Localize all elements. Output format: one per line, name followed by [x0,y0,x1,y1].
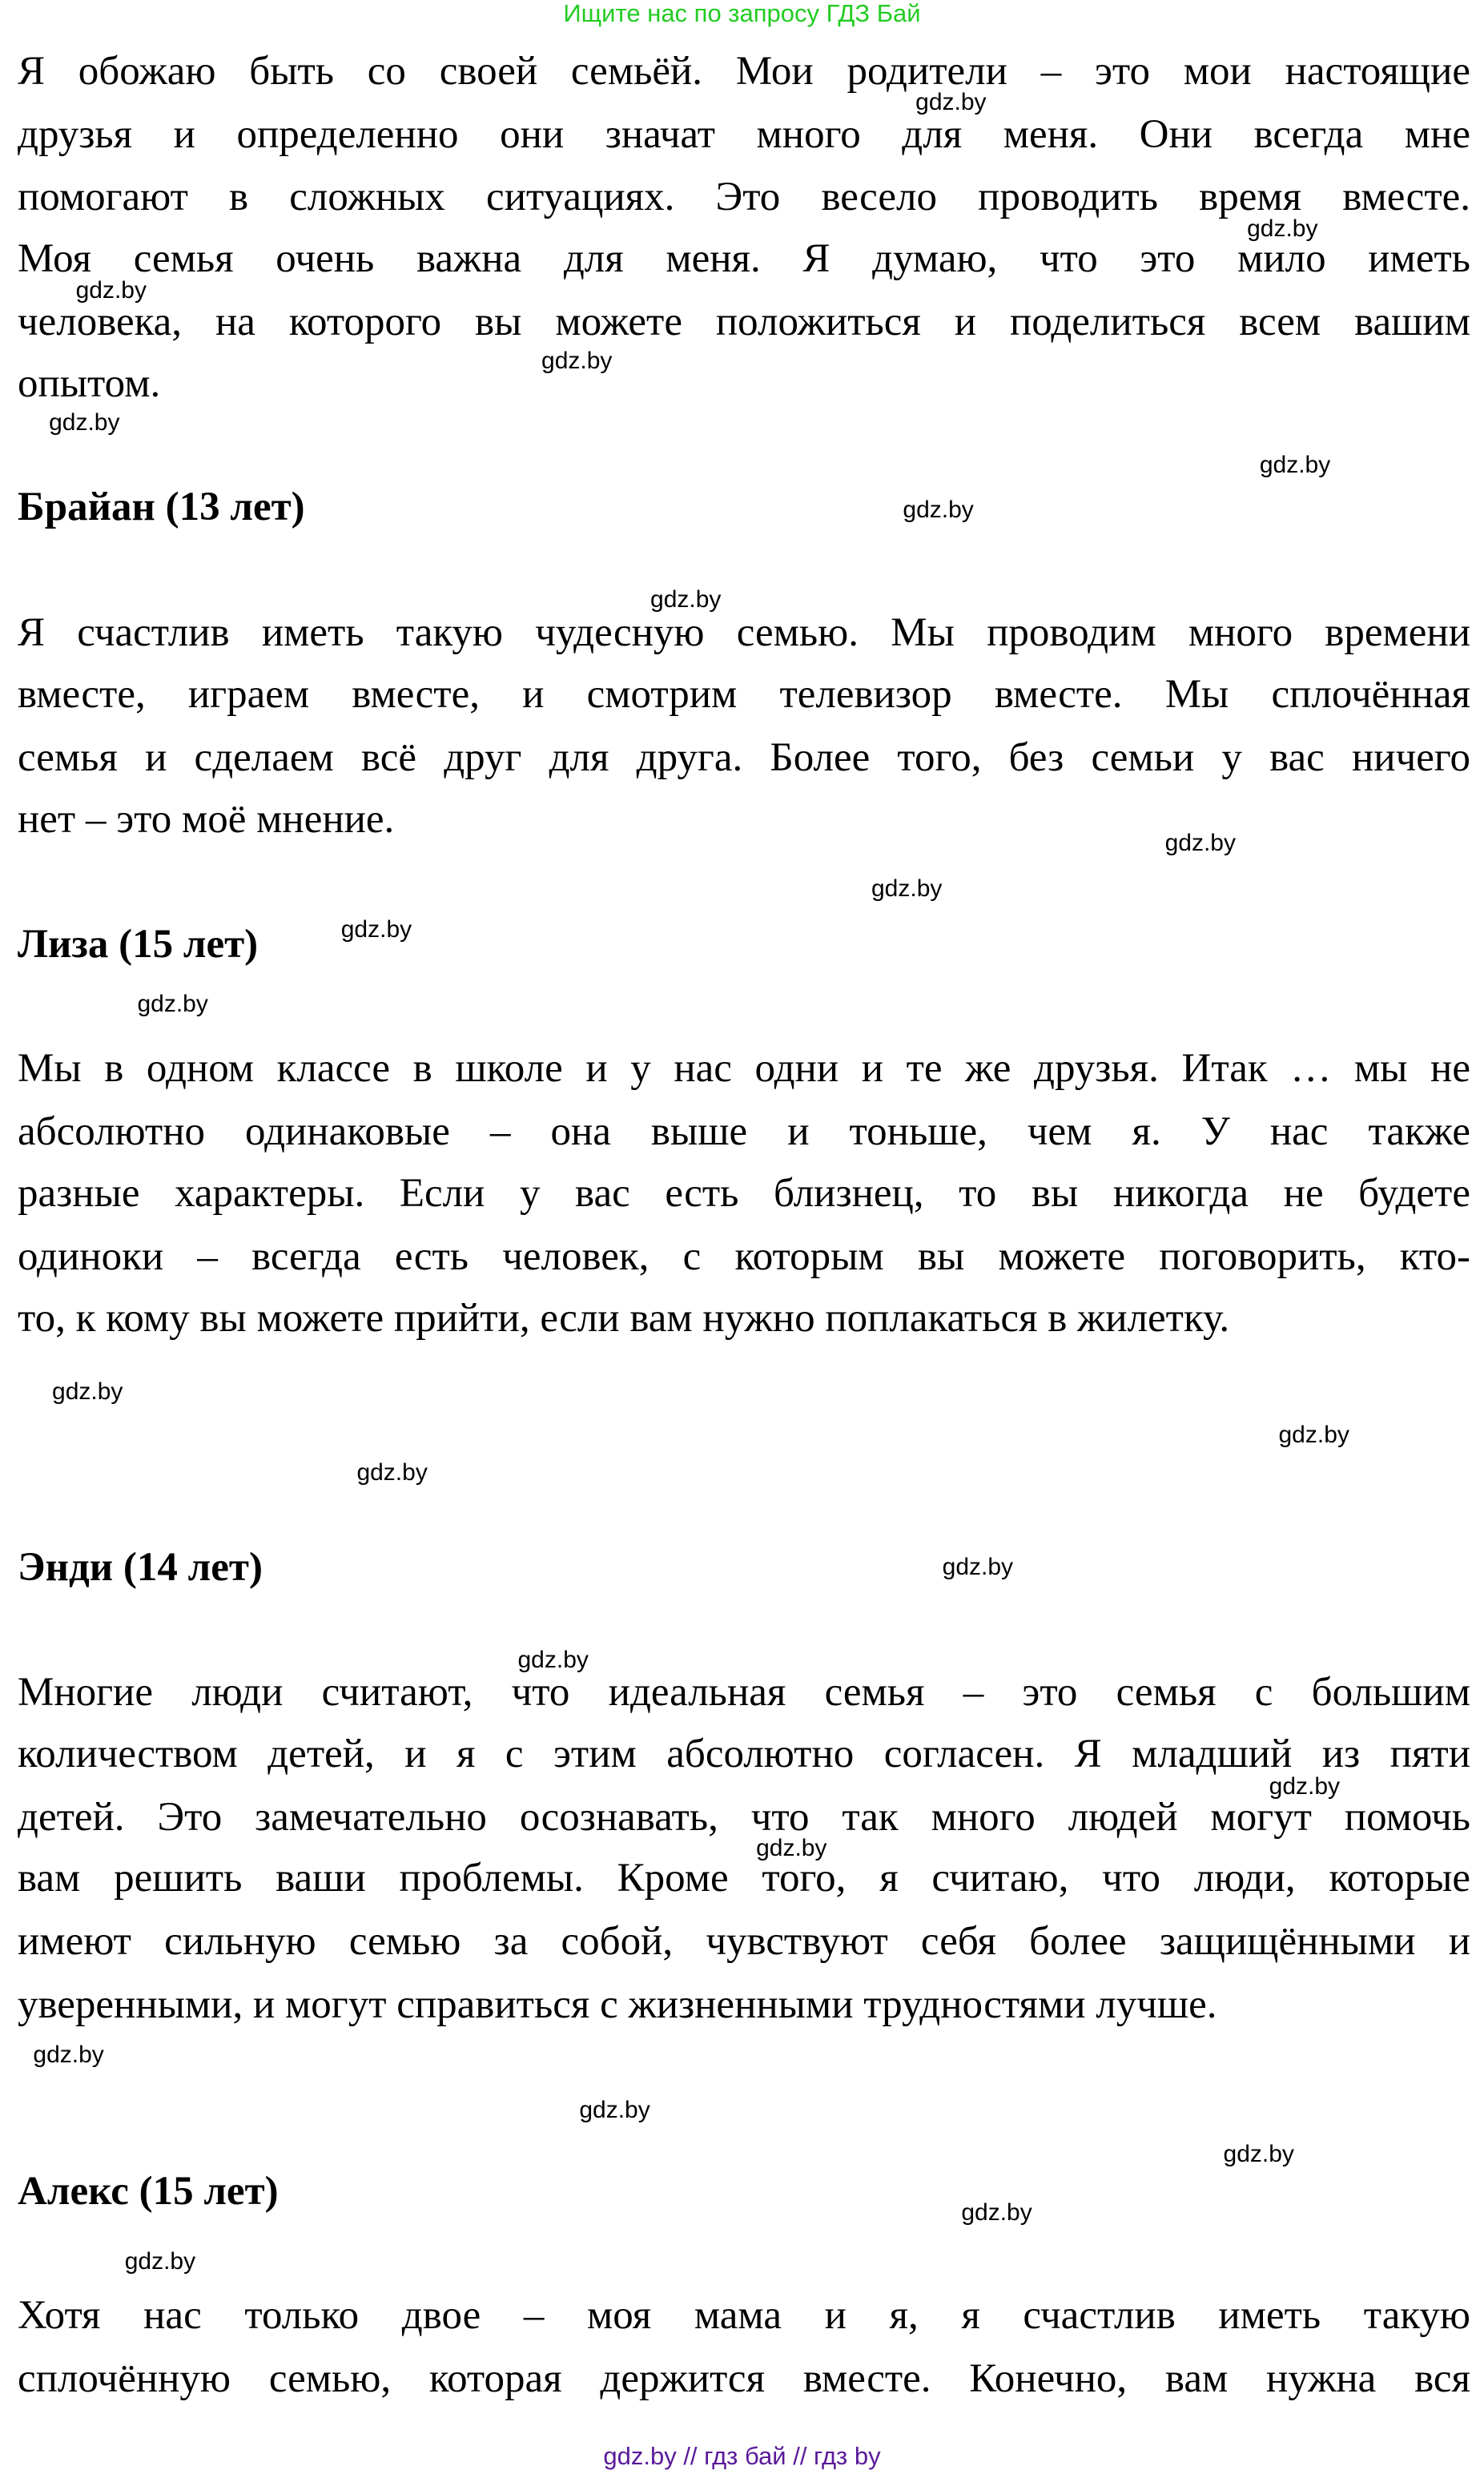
paragraph-line: Я счастлив иметь такую чудесную семью. Мы проводим много времени [18,610,1470,656]
gdz-watermark: gdz.by [1269,1773,1341,1800]
paragraph-line: вместе, играем вместе, и смотрим телевизор вместе. Мы сплочённая [18,672,1470,718]
gdz-watermark: gdz.by [579,2097,650,2124]
paragraph-line: вам решить ваши проблемы. Кроме того, я считаю, что люди, которые [18,1856,1470,1901]
section-heading: Брайан (13 лет) [18,484,305,529]
paragraph-line: нет – это моё мнение. [18,796,395,842]
gdz-watermark: gdz.by [137,990,208,1017]
gdz-watermark: gdz.by [340,915,412,943]
gdz-watermark: gdz.by [75,276,147,304]
gdz-watermark: gdz.by [903,496,974,523]
gdz-watermark: gdz.by [650,585,722,613]
paragraph-line: помогают в сложных ситуациях. Это весело проводить время вместе. [18,175,1470,220]
paragraph-line: имеют сильную семью за собой, чувствуют себя более защищёнными и [18,1919,1470,1965]
gdz-watermark: gdz.by [942,1554,1014,1581]
paragraph-line: детей. Это замечательно осознавать, что так много людей могут помочь [18,1794,1470,1840]
gdz-watermark: gdz.by [49,409,120,436]
paragraph-line: сплочённую семью, которая держится вместе. Конечно, вам нужна вся [18,2356,1470,2402]
paragraph-line: разные характеры. Если у вас есть близнец, то вы никогда не будете [18,1171,1470,1217]
gdz-watermark: gdz.by [517,1647,589,1674]
section-heading: Энди (14 лет) [18,1545,263,1591]
footer-watermark: gdz.by // гдз бай // гдз by [603,2442,881,2470]
paragraph-line: опытом. [18,360,161,406]
paragraph-line: человека, на которого вы можете положиться и поделиться всем вашим [18,300,1470,345]
paragraph-line: уверенными, и могут справиться с жизненными трудностями лучше. [18,1982,1217,2028]
paragraph-line: Многие люди считают, что идеальная семья – это семья с большим [18,1669,1470,1715]
gdz-watermark: gdz.by [1247,215,1318,242]
gdz-watermark: gdz.by [33,2042,104,2069]
gdz-watermark: gdz.by [52,1378,123,1406]
paragraph-line: Хотя нас только двое – моя мама и я, я счастлив иметь такую [18,2293,1470,2339]
paragraph-line: Моя семья очень важна для меня. Я думаю, что это мило иметь [18,236,1470,282]
paragraph-line: Я обожаю быть со своей семьёй. Мои родители – это мои настоящие [18,48,1470,94]
gdz-watermark: gdz.by [356,1458,428,1486]
gdz-watermark: gdz.by [541,348,613,375]
gdz-watermark: gdz.by [1164,829,1236,856]
gdz-watermark: gdz.by [871,875,943,902]
paragraph-line: Мы в одном классе в школе и у нас одни и те же друзья. Итак … мы не [18,1046,1470,1092]
gdz-watermark: gdz.by [1259,452,1331,479]
paragraph-line: абсолютно одинаковые – она выше и тоньше, чем я. У нас также [18,1109,1470,1155]
gdz-watermark: gdz.by [1223,2141,1294,2168]
paragraph-line: семья и сделаем всё друг для друга. Более того, без семьи у вас ничего [18,735,1470,781]
gdz-watermark: gdz.by [915,89,987,116]
paragraph-line: друзья и определенно они значат много для меня. Они всегда мне [18,111,1470,157]
gdz-watermark: gdz.by [756,1835,827,1862]
gdz-watermark: gdz.by [1278,1421,1349,1448]
paragraph-line: количеством детей, и я с этим абсолютно согласен. Я младший из пяти [18,1731,1470,1776]
paragraph-line: одиноки – всегда есть человек, с которым вы можете поговорить, кто- [18,1233,1470,1279]
section-heading: Алекс (15 лет) [18,2168,279,2214]
gdz-watermark: gdz.by [124,2248,196,2275]
section-heading: Лиза (15 лет) [18,921,259,967]
promo-header: Ищите нас по запросу ГДЗ Бай [563,0,921,27]
gdz-watermark: gdz.by [961,2199,1032,2227]
paragraph-line: то, к кому вы можете прийти, если вам нужно поплакаться в жилетку. [18,1295,1230,1341]
